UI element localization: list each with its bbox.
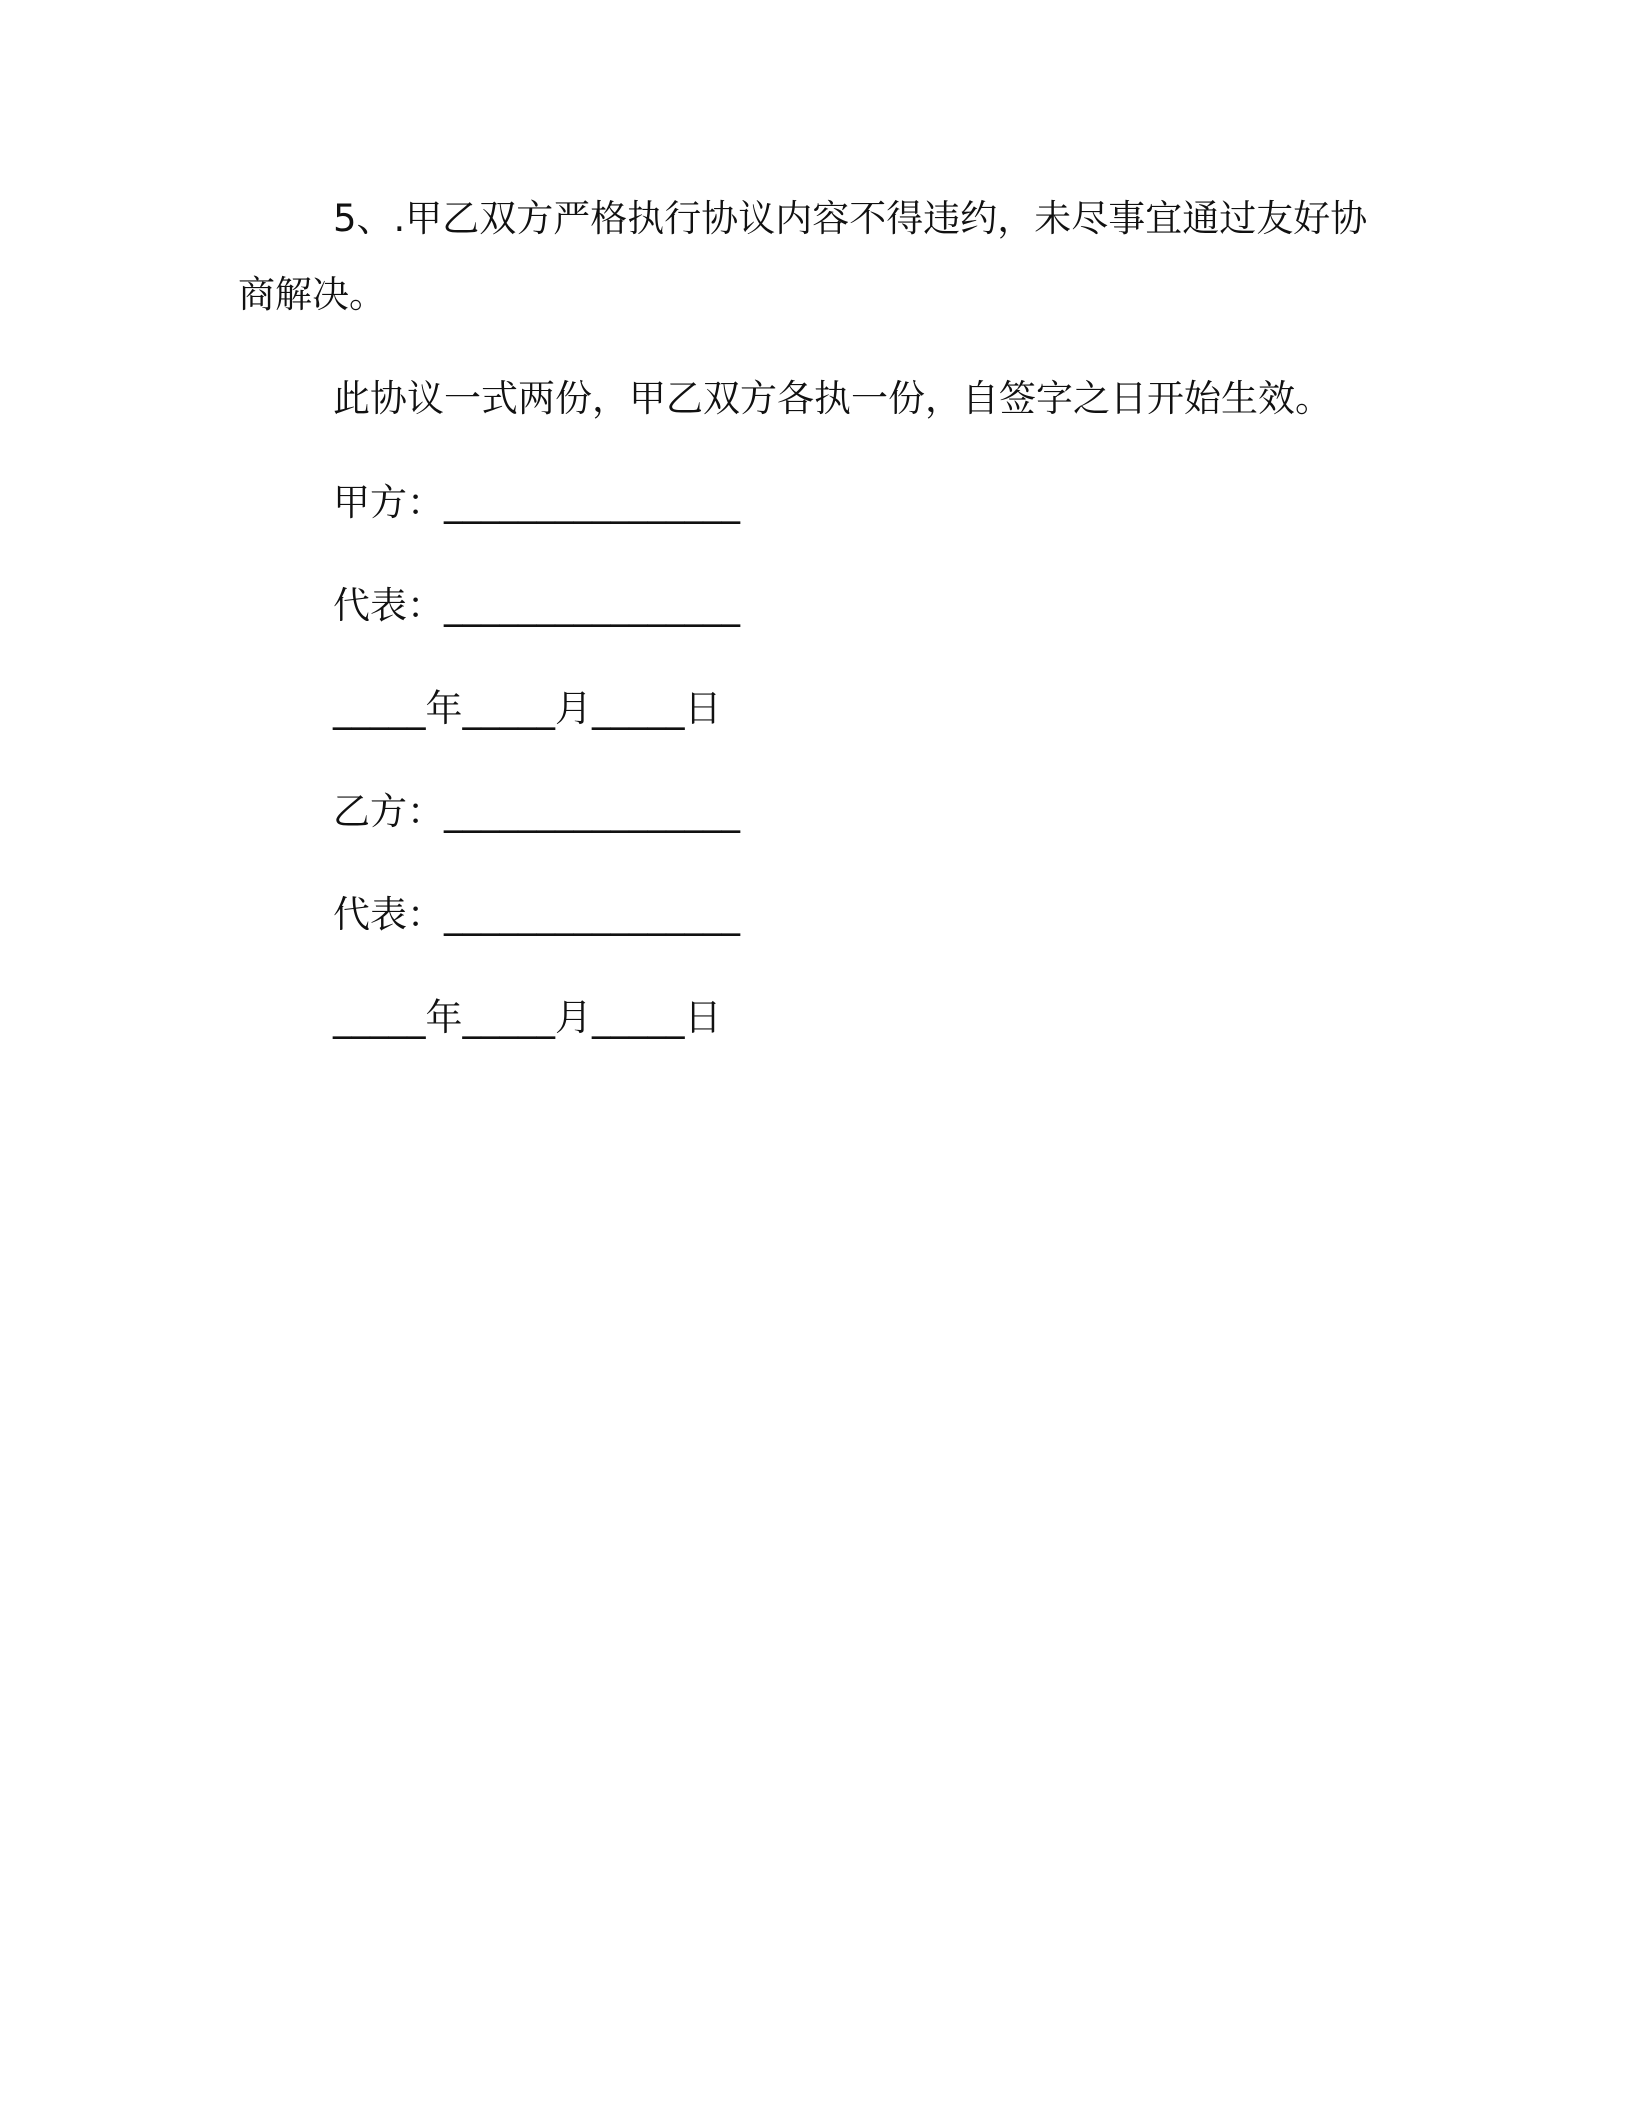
party-a-representative-line: 代表：________________ xyxy=(333,584,740,627)
validity-statement: 此协议一式两份，甲乙双方各执一份，自签字之日开始生效。 xyxy=(333,377,1332,420)
party-b-representative-line: 代表：________________ xyxy=(333,893,740,936)
clause-5-line-1: 5、.甲乙双方严格执行协议内容不得违约，未尽事宜通过友好协 xyxy=(333,197,1368,240)
clause-5-line-2: 商解决。 xyxy=(238,273,386,316)
party-b-signature-line: 乙方：________________ xyxy=(333,790,740,833)
party-b-date-line: _____年_____月_____日 xyxy=(333,996,722,1039)
party-a-signature-line: 甲方：________________ xyxy=(333,481,740,524)
party-a-date-line: _____年_____月_____日 xyxy=(333,687,722,730)
